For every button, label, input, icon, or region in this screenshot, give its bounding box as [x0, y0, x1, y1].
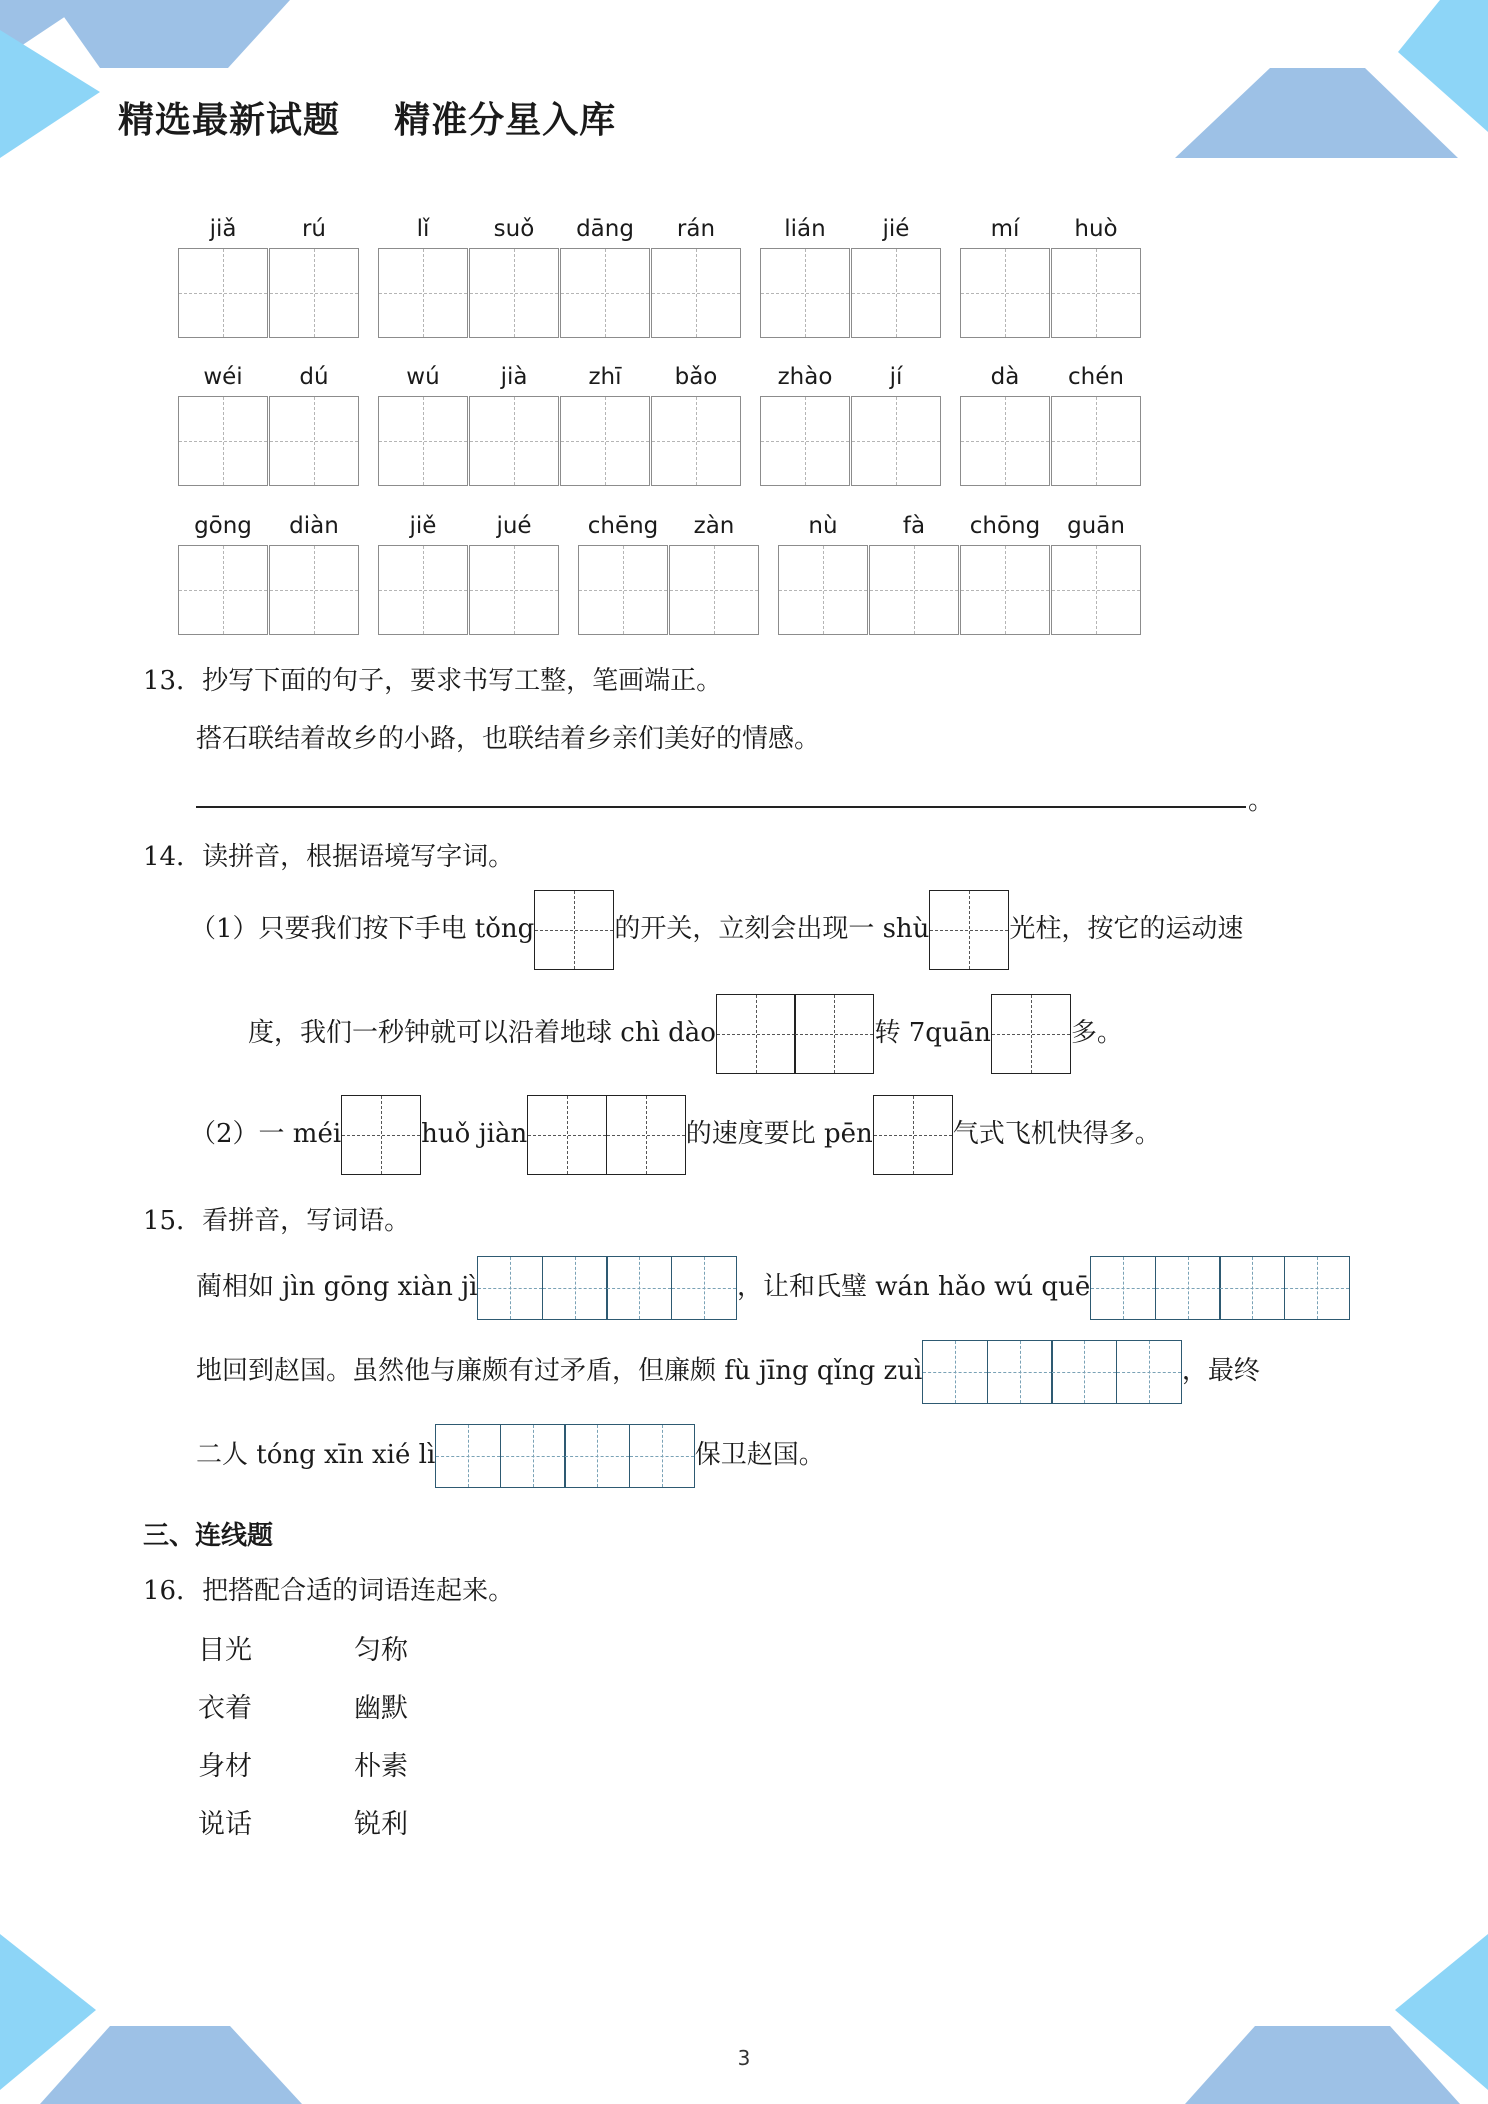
- tian-grid-cell[interactable]: [578, 545, 668, 635]
- q16-prompt: 16．把搭配合适的词语连起来。: [143, 1576, 515, 1606]
- pinyin-label: guān: [1067, 513, 1125, 539]
- pinyin-label: jià: [500, 364, 528, 390]
- pinyin-label: zhào: [777, 364, 833, 390]
- page-number: 3: [737, 2046, 751, 2070]
- q14-answer-box[interactable]: [873, 1095, 953, 1175]
- q14-line3-text-b: huǒ jiàn: [421, 1119, 528, 1149]
- tian-grid-cell[interactable]: [960, 248, 1050, 338]
- q15-char-box[interactable]: [922, 1340, 988, 1404]
- q14-line1-text-c: 光柱，按它的运动速: [1009, 914, 1244, 944]
- tian-grid-cell[interactable]: [378, 248, 468, 338]
- q15-char-box[interactable]: [1051, 1340, 1117, 1404]
- q13-sentence: 搭石联结着故乡的小路，也联结着乡亲们美好的情感。: [196, 724, 821, 754]
- q14-line3-text-d: 气式飞机快得多。: [952, 1119, 1161, 1149]
- header-title: 精选最新试题 精准分星入库: [118, 100, 617, 141]
- tian-grid-cell[interactable]: [651, 248, 741, 338]
- pinyin-label: mí: [990, 216, 1020, 242]
- pinyin-label: jié: [882, 216, 910, 242]
- tian-grid-cell[interactable]: [960, 396, 1050, 486]
- tian-grid-cell[interactable]: [651, 396, 741, 486]
- tian-grid-cell[interactable]: [869, 545, 959, 635]
- tian-grid-cell[interactable]: [178, 396, 268, 486]
- tian-grid-cell[interactable]: [269, 545, 359, 635]
- tian-grid-cell[interactable]: [1051, 396, 1141, 486]
- q14-answer-box[interactable]: [534, 890, 614, 970]
- tian-grid-cell[interactable]: [378, 545, 468, 635]
- q16-right-word[interactable]: 朴素: [354, 1751, 408, 1782]
- q14-line2-text-b: 转 7quān: [874, 1018, 991, 1048]
- q16-left-word[interactable]: 身材: [198, 1751, 252, 1782]
- q15-char-box[interactable]: [1090, 1256, 1156, 1320]
- q14-line3-text-a: （2）一 méi: [190, 1119, 342, 1149]
- pinyin-label: zàn: [693, 513, 735, 539]
- tian-grid-cell[interactable]: [469, 396, 559, 486]
- q13-answer-line[interactable]: [196, 806, 1246, 808]
- q16-left-word[interactable]: 目光: [198, 1635, 252, 1666]
- bottom-right-decoration: [1185, 1934, 1488, 2104]
- pinyin-label: dú: [299, 364, 329, 390]
- q15-char-box[interactable]: [606, 1256, 672, 1320]
- tian-grid-cell[interactable]: [560, 396, 650, 486]
- pinyin-label: wú: [406, 364, 440, 390]
- q14-answer-box[interactable]: [716, 994, 796, 1074]
- q15-char-box[interactable]: [1284, 1256, 1350, 1320]
- pinyin-label: chōng: [969, 513, 1041, 539]
- bottom-left-decoration: [0, 1934, 302, 2104]
- q14-prompt: 14．读拼音，根据语境写字词。: [143, 842, 515, 872]
- pinyin-label: dāng: [576, 216, 634, 242]
- tian-grid-cell[interactable]: [178, 248, 268, 338]
- pinyin-label: zhī: [588, 364, 622, 390]
- q15-char-box[interactable]: [542, 1256, 608, 1320]
- pinyin-label: jué: [496, 513, 532, 539]
- q14-line2-text-a: 度，我们一秒钟就可以沿着地球 chì dào: [248, 1018, 716, 1048]
- pinyin-label: jiǎ: [209, 216, 237, 242]
- pinyin-label: rú: [301, 216, 327, 242]
- q14-line1-text-a: （1）只要我们按下手电 tǒng: [190, 914, 535, 944]
- q15-char-box[interactable]: [500, 1424, 566, 1488]
- q15-line-1: [196, 1256, 1350, 1320]
- q14-answer-box[interactable]: [606, 1095, 686, 1175]
- q15-char-box[interactable]: [1219, 1256, 1285, 1320]
- pinyin-label: jiě: [409, 513, 437, 539]
- q15-line-2: [196, 1340, 1260, 1404]
- q15-char-box[interactable]: [671, 1256, 737, 1320]
- tian-grid-cell[interactable]: [378, 396, 468, 486]
- tian-grid-cell[interactable]: [178, 545, 268, 635]
- q15-prompt: 15．看拼音，写词语。: [143, 1206, 411, 1236]
- q14-line-1: [190, 890, 1243, 970]
- tian-grid-cell[interactable]: [760, 248, 850, 338]
- pinyin-label: dà: [990, 364, 1020, 390]
- tian-grid-cell[interactable]: [760, 396, 850, 486]
- q14-line-3: [190, 1095, 1161, 1175]
- q15-char-box[interactable]: [1116, 1340, 1182, 1404]
- q16-left-word[interactable]: 说话: [198, 1809, 252, 1840]
- pinyin-label: suǒ: [493, 216, 535, 242]
- tian-grid-cell[interactable]: [851, 396, 941, 486]
- q15-char-box[interactable]: [629, 1424, 695, 1488]
- tian-grid-cell[interactable]: [669, 545, 759, 635]
- q15-line2-text-b: ，最终: [1181, 1356, 1260, 1386]
- pinyin-label: huò: [1074, 216, 1118, 242]
- pinyin-label: jí: [889, 364, 903, 390]
- pinyin-label: lǐ: [416, 216, 430, 242]
- q15-answer-boxes[interactable]: [477, 1256, 737, 1320]
- q16-right-word[interactable]: 幽默: [354, 1693, 408, 1724]
- tian-grid-cell[interactable]: [778, 545, 868, 635]
- pinyin-label: bǎo: [674, 364, 718, 390]
- q14-answer-box[interactable]: [341, 1095, 421, 1175]
- tian-grid-cell[interactable]: [560, 248, 650, 338]
- q15-line2-text-a: 地回到赵国。虽然他与廉颇有过矛盾，但廉颇 fù jīng qǐng zuì: [196, 1356, 923, 1386]
- q15-line-3: [196, 1424, 825, 1488]
- q15-answer-boxes[interactable]: [435, 1424, 695, 1488]
- q14-answer-box[interactable]: [527, 1095, 607, 1175]
- q15-line3-text-b: 保卫赵国。: [694, 1440, 825, 1470]
- q16-right-word[interactable]: 锐利: [354, 1809, 408, 1840]
- q15-char-box[interactable]: [1155, 1256, 1221, 1320]
- tian-grid-cell[interactable]: [469, 545, 559, 635]
- q15-char-box[interactable]: [987, 1340, 1053, 1404]
- q14-answer-box[interactable]: [991, 994, 1071, 1074]
- q15-line1-text-b: ，让和氏璧 wán hǎo wú quē: [736, 1272, 1091, 1302]
- q16-left-word[interactable]: 衣着: [198, 1693, 252, 1724]
- q14-answer-box[interactable]: [929, 890, 1009, 970]
- q16-right-word[interactable]: 匀称: [354, 1635, 408, 1666]
- tian-grid-cell[interactable]: [469, 248, 559, 338]
- tian-grid-cell[interactable]: [269, 248, 359, 338]
- tian-grid-cell[interactable]: [1051, 248, 1141, 338]
- q15-char-box[interactable]: [435, 1424, 501, 1488]
- q14-answer-box[interactable]: [794, 994, 874, 1074]
- q14-line3-text-c: 的速度要比 pēn: [685, 1119, 873, 1149]
- q15-answer-boxes[interactable]: [922, 1340, 1182, 1404]
- pinyin-label: chén: [1068, 364, 1124, 390]
- pinyin-label: diàn: [289, 513, 339, 539]
- q15-answer-boxes[interactable]: [1090, 1256, 1350, 1320]
- tian-grid-cell[interactable]: [1051, 545, 1141, 635]
- q13-prompt: 13．抄写下面的句子，要求书写工整，笔画端正。: [143, 666, 723, 696]
- q15-char-box[interactable]: [564, 1424, 630, 1488]
- pinyin-label: chēng: [587, 513, 659, 539]
- q15-char-box[interactable]: [477, 1256, 543, 1320]
- pinyin-label: wéi: [203, 364, 243, 390]
- pinyin-label: gōng: [194, 513, 252, 539]
- pinyin-label: nù: [808, 513, 838, 539]
- section-3-title: 三、连线题: [143, 1521, 274, 1551]
- q14-line1-text-b: 的开关，立刻会出现一 shù: [614, 914, 930, 944]
- q14-line-2: [248, 994, 1123, 1074]
- pinyin-label: lián: [784, 216, 826, 242]
- tian-grid-cell[interactable]: [851, 248, 941, 338]
- tian-grid-cell[interactable]: [269, 396, 359, 486]
- pinyin-label: rán: [676, 216, 716, 242]
- q15-line1-text-a: 蔺相如 jìn gōng xiàn jì: [196, 1272, 478, 1302]
- q14-line2-text-c: 多。: [1070, 1018, 1123, 1048]
- q13-end-mark: 。: [1248, 786, 1275, 816]
- pinyin-label: fà: [902, 513, 926, 539]
- q15-line3-text-a: 二人 tóng xīn xié lì: [196, 1440, 436, 1470]
- top-right-decoration: [1175, 0, 1488, 158]
- tian-grid-cell[interactable]: [960, 545, 1050, 635]
